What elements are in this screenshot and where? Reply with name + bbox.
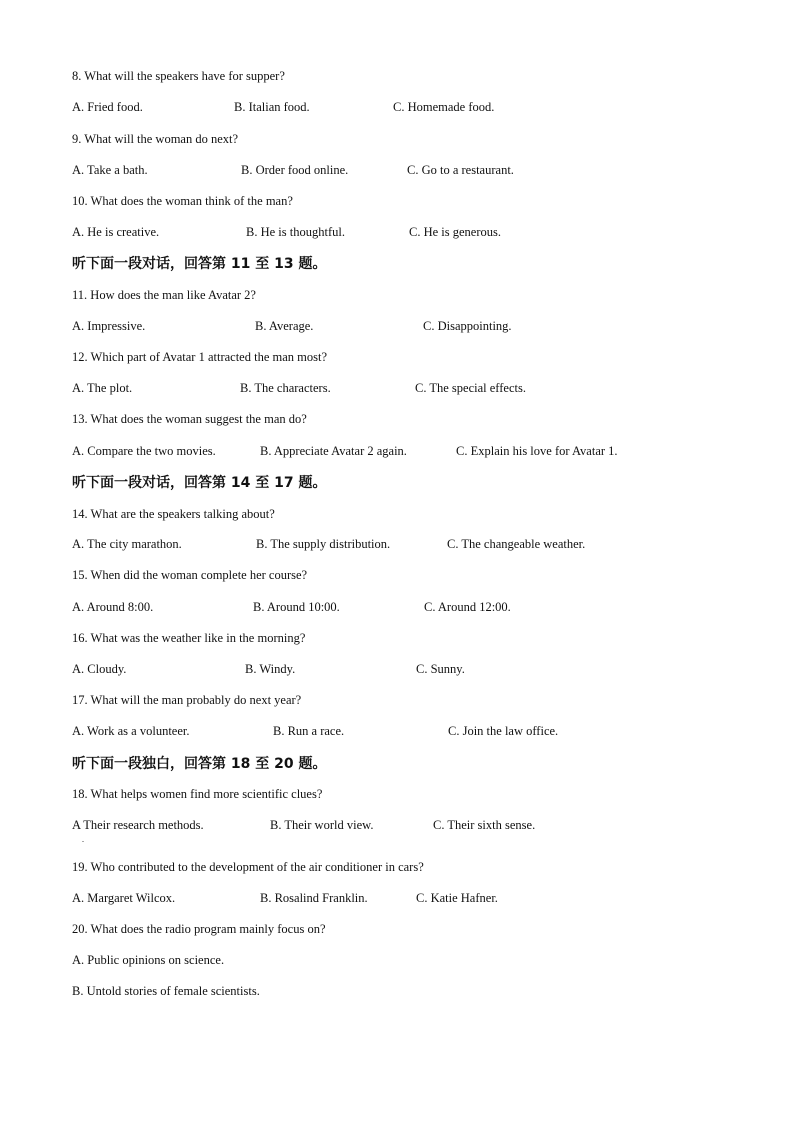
option-16a: A. Cloudy. bbox=[72, 662, 127, 676]
question-14: 14. What are the speakers talking about? bbox=[72, 507, 275, 521]
options-12 bbox=[72, 380, 672, 396]
question-10: 10. What does the woman think of the man? bbox=[72, 194, 293, 208]
option-11c: C. Disappointing. bbox=[423, 319, 512, 333]
option-8b: B. Italian food. bbox=[234, 100, 310, 114]
option-20b: B. Untold stories of female scientists. bbox=[72, 984, 260, 998]
options-19 bbox=[72, 890, 672, 906]
option-19b: B. Rosalind Franklin. bbox=[260, 891, 368, 905]
option-8a: A. Fried food. bbox=[72, 100, 143, 114]
option-15c: C. Around 12:00. bbox=[424, 600, 511, 614]
option-18c: C. Their sixth sense. bbox=[433, 818, 536, 832]
option-10a: A. He is creative. bbox=[72, 225, 160, 239]
question-11: 11. How does the man like Avatar 2? bbox=[72, 288, 256, 302]
section-heading-11-13: 听下面一段对话，回答第 11 至 13 题。 bbox=[72, 256, 327, 272]
question-18: 18. What helps women find more scientific clues? bbox=[72, 787, 323, 801]
option-14b: B. The supply distribution. bbox=[256, 537, 391, 551]
options-9 bbox=[72, 162, 672, 178]
question-19: 19. Who contributed to the development of the air conditioner in cars? bbox=[72, 860, 424, 874]
option-9b: B. Order food online. bbox=[241, 163, 349, 177]
question-13: 13. What does the woman suggest the man do? bbox=[72, 412, 307, 426]
question-20: 20. What does the radio program mainly focus on? bbox=[72, 922, 326, 936]
question-12: 12. Which part of Avatar 1 attracted the man most? bbox=[72, 350, 328, 364]
section-heading-18-20: 听下面一段独白，回答第 18 至 20 题。 bbox=[72, 756, 327, 772]
option-15a: A. Around 8:00. bbox=[72, 600, 154, 614]
option-10c: C. He is generous. bbox=[409, 225, 501, 239]
option-19c: C. Katie Hafner. bbox=[416, 891, 498, 905]
option-12c: C. The special effects. bbox=[415, 381, 526, 395]
options-13 bbox=[72, 443, 712, 459]
option-14a: A. The city marathon. bbox=[72, 537, 182, 551]
option-18b: B. Their world view. bbox=[270, 818, 374, 832]
option-8c: C. Homemade food. bbox=[393, 100, 495, 114]
option-16b: B. Windy. bbox=[245, 662, 296, 676]
option-17b: B. Run a race. bbox=[273, 724, 345, 738]
option-10b: B. He is thoughtful. bbox=[246, 225, 345, 239]
options-15 bbox=[72, 599, 672, 615]
section-heading-14-17: 听下面一段对话，回答第 14 至 17 题。 bbox=[72, 475, 327, 491]
option-16c: C. Sunny. bbox=[416, 662, 465, 676]
options-10 bbox=[72, 224, 672, 240]
option-14c: C. The changeable weather. bbox=[447, 537, 586, 551]
options-8 bbox=[72, 99, 672, 115]
stray-mark: . bbox=[82, 835, 84, 844]
options-14 bbox=[72, 536, 672, 552]
question-8: 8. What will the speakers have for supper? bbox=[72, 69, 285, 83]
option-9c: C. Go to a restaurant. bbox=[407, 163, 514, 177]
option-13c: C. Explain his love for Avatar 1. bbox=[456, 444, 618, 458]
question-16: 16. What was the weather like in the morning? bbox=[72, 631, 306, 645]
option-17a: A. Work as a volunteer. bbox=[72, 724, 190, 738]
question-17: 17. What will the man probably do next year? bbox=[72, 693, 302, 707]
option-12a: A. The plot. bbox=[72, 381, 133, 395]
options-11 bbox=[72, 318, 672, 334]
option-20a: A. Public opinions on science. bbox=[72, 953, 225, 967]
options-17 bbox=[72, 723, 672, 739]
option-9a: A. Take a bath. bbox=[72, 163, 148, 177]
option-12b: B. The characters. bbox=[240, 381, 331, 395]
option-13a: A. Compare the two movies. bbox=[72, 444, 216, 458]
option-19a: A. Margaret Wilcox. bbox=[72, 891, 176, 905]
option-17c: C. Join the law office. bbox=[448, 724, 559, 738]
option-11a: A. Impressive. bbox=[72, 319, 146, 333]
option-11b: B. Average. bbox=[255, 319, 314, 333]
option-13b: B. Appreciate Avatar 2 again. bbox=[260, 444, 407, 458]
question-15: 15. When did the woman complete her course? bbox=[72, 568, 308, 582]
options-18 bbox=[72, 817, 672, 833]
question-9: 9. What will the woman do next? bbox=[72, 132, 239, 146]
options-16 bbox=[72, 661, 672, 677]
option-18a: A Their research methods. bbox=[72, 818, 204, 832]
option-15b: B. Around 10:00. bbox=[253, 600, 340, 614]
